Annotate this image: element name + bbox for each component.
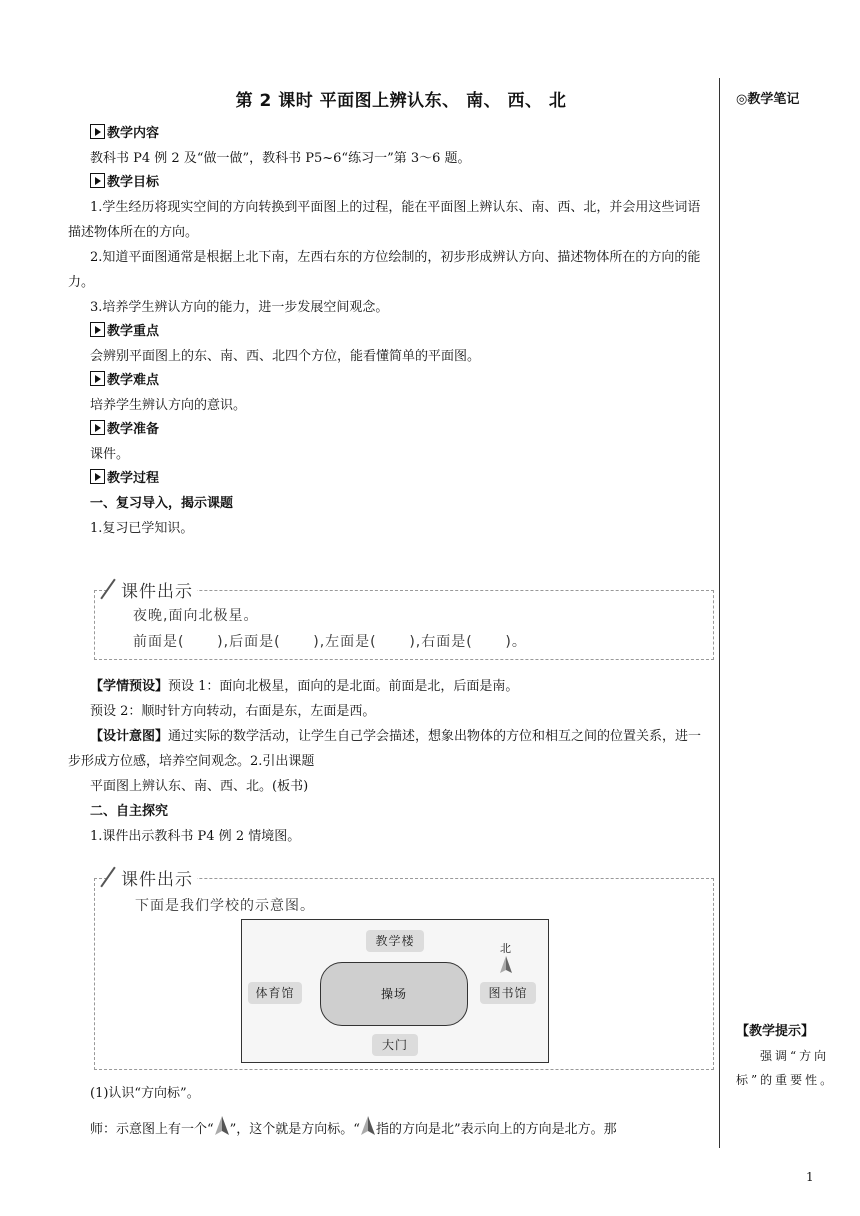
topic-text: 平面图上辨认东、南、西、北。(板书)	[90, 779, 309, 794]
map-label-gate: 大门	[372, 1034, 418, 1056]
north-label: 北	[500, 942, 511, 955]
section-heading: 教学过程	[90, 467, 712, 491]
slash-icon	[100, 579, 115, 600]
presupposition-1: 【学情预设】预设 1：面向北极星，面向的是北面。前面是北，后面是南。	[90, 679, 519, 694]
notes-title: ◎教学笔记	[736, 92, 800, 107]
main-content-2	[68, 674, 712, 849]
margin-divider	[719, 78, 720, 1148]
design-intent: 【设计意图】通过实际的数学活动，让学生自己学会描述，想象出物体的方位和相互之间的位置关系，进一步形成方位感，培养空间观念。2.引出课题	[68, 729, 702, 769]
box-label: 课件出示	[109, 865, 197, 890]
key-text: 会辨别平面图上的东、南、西、北四个方位，能看懂简单的平面图。	[90, 349, 481, 364]
north-arrow-icon	[214, 1116, 230, 1136]
play-icon	[90, 322, 105, 337]
difficulty-text: 培养学生辨认方向的意识。	[90, 398, 247, 413]
box-label: 课件出示	[109, 577, 197, 602]
play-icon	[90, 173, 105, 188]
part-1-item-1: 1.复习已学知识。	[90, 521, 194, 536]
slash-icon	[100, 867, 115, 888]
goal-1: 1.学生经历将现实空间的方向转换到平面图上的过程，能在平面图上辨认东、南、西、北，并会用这些词语描述物体所在的方向。	[68, 200, 701, 240]
box1-line2: 前面是( ),后面是( ),左面是( ),右面是( )。	[133, 634, 527, 650]
section-heading: 教学准备	[90, 418, 712, 442]
section-heading: 教学重点	[90, 320, 712, 344]
prep-text: 课件。	[90, 447, 130, 462]
courseware-box-1	[94, 582, 714, 660]
goal-2: 2.知道平面图通常是根据上北下南，左西右东的方位绘制的，初步形成辨认方向、描述物体所在的方向的能力。	[68, 250, 701, 290]
play-icon	[90, 371, 105, 386]
part-1-heading: 一、复习导入，揭示课题	[90, 496, 234, 511]
play-icon	[90, 469, 105, 484]
play-icon	[90, 124, 105, 139]
north-arrow-icon	[360, 1116, 376, 1136]
courseware-box-2	[94, 870, 714, 1070]
map-label-gym: 体育馆	[248, 982, 302, 1004]
page-title: 第 2 课时 平面图上辨认东、 南、 西、 北	[235, 91, 567, 111]
school-map	[241, 919, 549, 1063]
map-playground: 操场	[320, 962, 468, 1026]
play-icon	[90, 420, 105, 435]
map-label-library: 图书馆	[480, 982, 536, 1004]
section-heading: 教学难点	[90, 369, 712, 393]
tip-title: 【教学提示】	[736, 1024, 815, 1039]
box2-line1: 下面是我们学校的示意图。	[135, 898, 315, 914]
main-content	[68, 88, 712, 541]
teacher-line: 师：示意图上有一个“ ”，这个就是方向标。“ 指的方向是北”表示向上的方向是北方。那	[90, 1116, 712, 1142]
main-content-3	[90, 1081, 712, 1142]
page-number: 1	[806, 1170, 814, 1184]
section-heading: 教学内容	[90, 122, 712, 146]
part-2-item-1: 1.课件出示教科书 P4 例 2 情境图。	[90, 829, 301, 844]
recognize-heading: (1)认识“方向标”。	[90, 1086, 200, 1101]
tip-text: 强调“方向标”的重要性。	[736, 1049, 836, 1087]
map-label-teaching-building: 教学楼	[366, 930, 424, 952]
part-2-heading: 二、自主探究	[90, 804, 169, 819]
north-arrow-icon	[499, 956, 513, 974]
presupposition-2: 预设 2：顺时针方向转动，右面是东，左面是西。	[90, 704, 376, 719]
section-heading: 教学目标	[90, 171, 712, 195]
box1-line1: 夜晚,面向北极星。	[133, 608, 259, 624]
content-text: 教科书 P4 例 2 及“做一做”，教科书 P5~6“练习一”第 3～6 题。	[90, 151, 471, 166]
goal-3: 3.培养学生辨认方向的能力，进一步发展空间观念。	[90, 300, 389, 315]
